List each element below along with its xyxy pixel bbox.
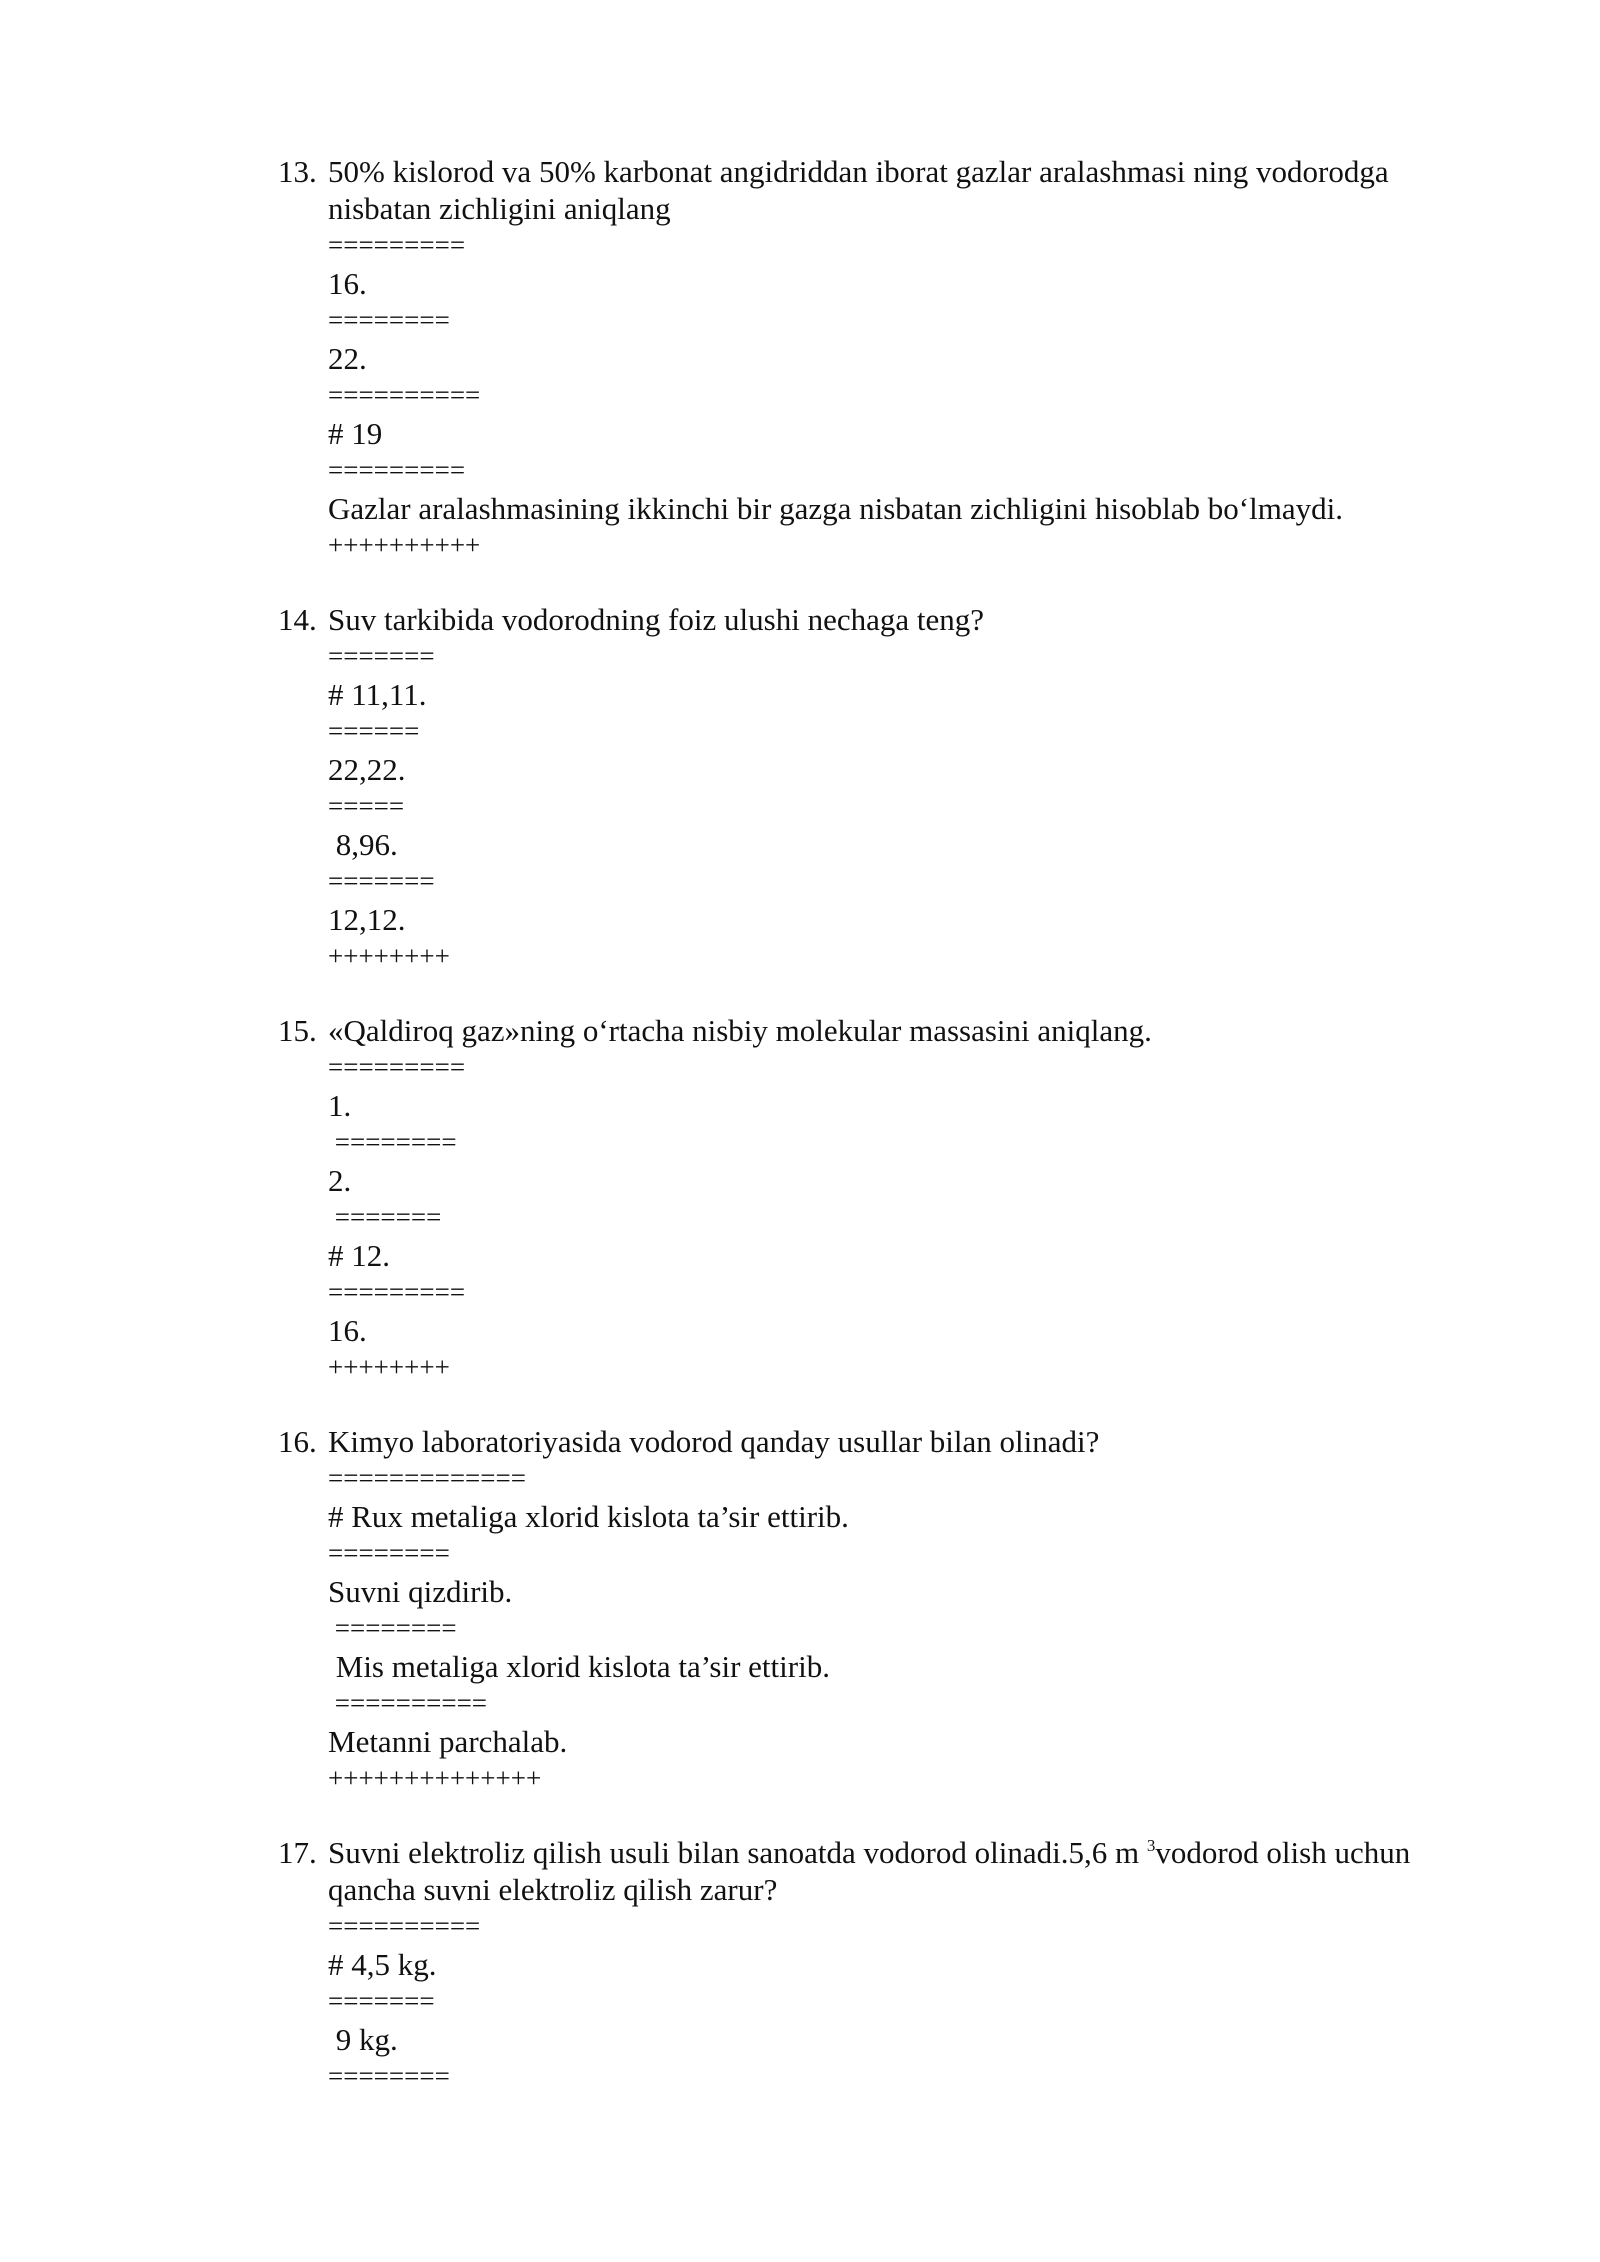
question-header	[278, 153, 1478, 227]
answer-option: Suvni qizdirib.	[328, 1573, 513, 1609]
question-15	[278, 1012, 1478, 1387]
answer-option: 22.	[328, 340, 367, 376]
separator-line: =======	[328, 1202, 442, 1232]
answer-list	[328, 1460, 1478, 1798]
separator-line: ======	[328, 716, 420, 746]
separator-line: ========	[328, 1538, 450, 1568]
superscript-exponent: 3	[1146, 1836, 1156, 1855]
answer-option: Metanni parchalab.	[328, 1723, 568, 1759]
separator-line: =========	[328, 1052, 466, 1082]
question-16	[278, 1423, 1478, 1798]
question-text-part: Suvni elektroliz qilish usuli bilan sanoatda vodorod olinadi.5,6 m	[328, 1835, 1147, 1870]
separator-line: =========	[328, 455, 466, 485]
separator-line: =====	[328, 791, 405, 821]
question-text-part: vodorod olish uchun qancha suvni elektroliz qilish zarur?	[328, 1835, 1411, 1907]
question-number: 16.	[278, 1424, 317, 1459]
question-text: «Qaldiroq gaz»ning o‘rtacha nisbiy molekular massasini aniqlang.	[328, 1013, 1152, 1048]
answer-option: 8,96.	[328, 826, 398, 862]
separator-line: =============	[328, 1463, 526, 1493]
separator-line: =========	[328, 1277, 466, 1307]
answer-option-correct: # 12.	[328, 1237, 390, 1273]
question-header	[278, 1423, 1478, 1460]
answer-option: Mis metaliga xlorid kislota ta’sir ettirib.	[328, 1648, 830, 1684]
question-text	[328, 1834, 1478, 1908]
question-text: Suv tarkibida vodorodning foiz ulushi nechaga teng?	[328, 602, 985, 637]
answer-option-correct: # 11,11.	[328, 676, 427, 712]
answer-option: 1.	[328, 1087, 352, 1123]
separator-line: ==========	[328, 1911, 481, 1941]
question-header	[278, 601, 1478, 638]
question-number: 13.	[278, 154, 317, 189]
answer-option: 16.	[328, 1312, 367, 1348]
separator-line: =========	[328, 230, 466, 260]
question-17	[278, 1834, 1478, 2096]
question-13	[278, 153, 1478, 565]
answer-option-correct: # 4,5 kg.	[328, 1946, 437, 1982]
answer-option: 12,12.	[328, 901, 406, 937]
separator-line: ========	[328, 2061, 450, 2091]
question-number: 15.	[278, 1013, 317, 1048]
question-14	[278, 601, 1478, 976]
question-number: 14.	[278, 602, 317, 637]
answer-option-correct: # 19	[328, 415, 383, 451]
separator-line: ==========	[328, 380, 481, 410]
question-number: 17.	[278, 1835, 317, 1870]
end-marker-line: ++++++++++++++	[328, 1763, 542, 1793]
question-header	[278, 1834, 1478, 1908]
separator-line: =======	[328, 866, 435, 896]
question-header	[278, 1012, 1478, 1049]
separator-line: ========	[328, 1127, 457, 1157]
end-marker-line: ++++++++	[328, 941, 450, 971]
question-text: 50% kislorod va 50% karbonat angidriddan iborat gazlar aralashmasi ning vodorodga nisbatan zichligini aniqlang	[328, 154, 1389, 226]
end-marker-line: ++++++++	[328, 1352, 450, 1382]
answer-option: 2.	[328, 1162, 352, 1198]
separator-line: ========	[328, 1613, 457, 1643]
answer-option: 16.	[328, 265, 367, 301]
answer-list	[328, 1049, 1478, 1387]
question-text: Kimyo laboratoriyasida vodorod qanday usullar bilan olinadi?	[328, 1424, 1100, 1459]
answer-option: 22,22.	[328, 751, 406, 787]
separator-line: =======	[328, 1986, 435, 2016]
separator-line: ==========	[328, 1688, 488, 1718]
answer-option: 9 kg.	[328, 2021, 398, 2057]
answer-option: Gazlar aralashmasining ikkinchi bir gazga nisbatan zichligini hisoblab bo‘lmaydi.	[328, 490, 1343, 526]
separator-line: ========	[328, 305, 450, 335]
answer-option-correct: # Rux metaliga xlorid kislota ta’sir ettirib.	[328, 1498, 849, 1534]
answer-list	[328, 1908, 1478, 2096]
end-marker-line: ++++++++++	[328, 530, 481, 560]
separator-line: =======	[328, 641, 435, 671]
answer-list	[328, 638, 1478, 976]
answer-list	[328, 227, 1478, 565]
